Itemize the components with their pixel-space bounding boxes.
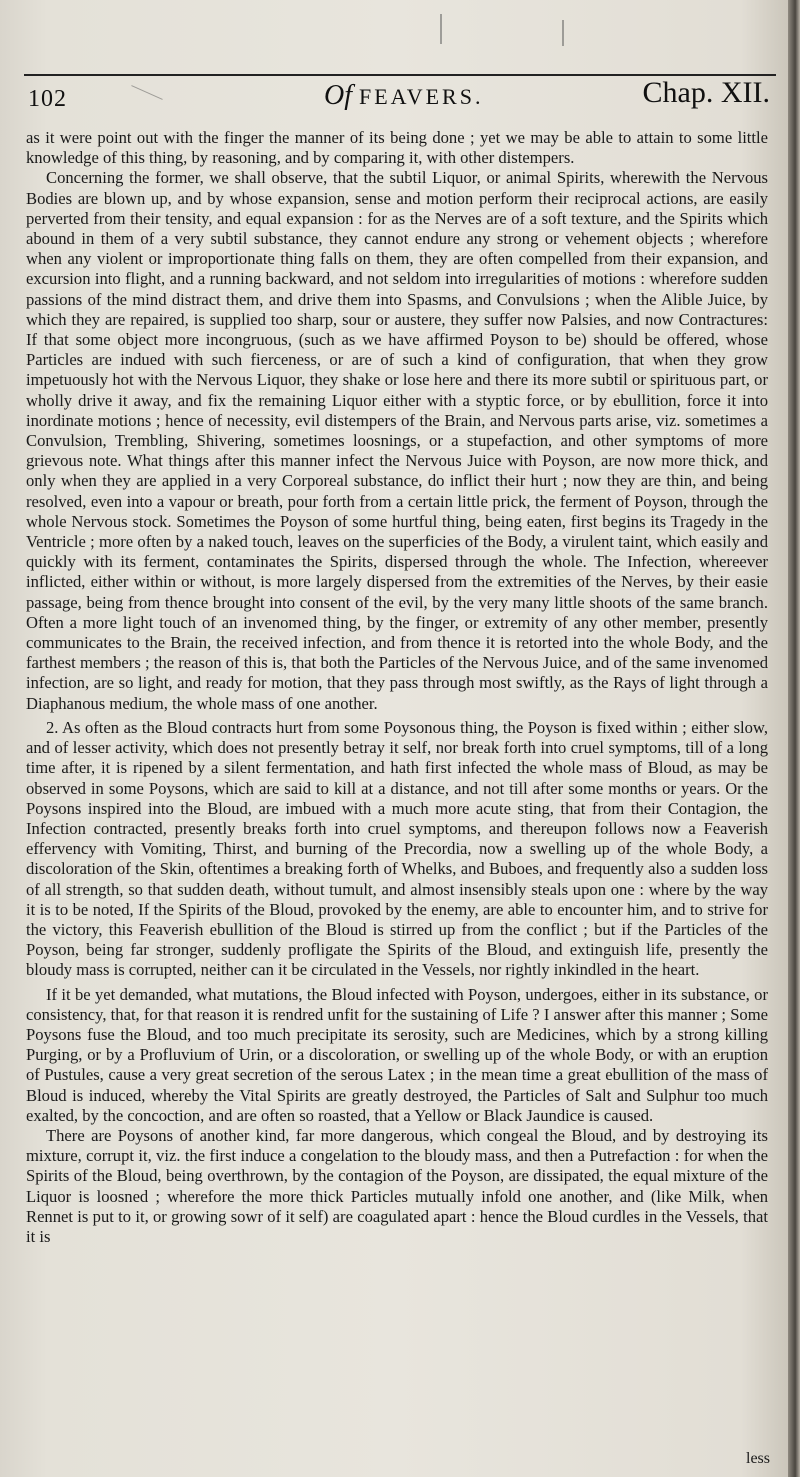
pen-mark — [440, 14, 442, 44]
running-title — [324, 80, 483, 112]
paragraph: There are Poysons of another kind, far more dangerous, which congeal the Bloud, and by destroying its mixture, corrupt it, viz. the first induce a congelation to the bloudy mass, and then a Putrefaction : for when the Spirits of the Bloud, being overthrown, by the contagion of the Poyson, are dissipated, the equal mixture of the Liquor is loosned ; wherefore the more thick Particles mutually infold one another, and (like Milk, when Rennet is put to it, or growing sowr of it self) are coagulated apart : hence the Bloud curdles in the Vessels, that it is — [26, 1125, 768, 1246]
body-text — [26, 128, 768, 1247]
title-main: FEAVERS. — [359, 84, 484, 109]
paragraph: as it were point out with the finger the manner of its being done ; yet we may be able to attain to some little knowledge of this thing, by reasoning, and by comparing it, with other distempers. — [26, 128, 768, 168]
chapter-label: Chap. XII. — [642, 76, 770, 109]
paragraph: If it be yet demanded, what mutations, the Bloud infected with Poyson, undergoes, either in its substance, or consistency, that, for that reason it is rendred unfit for the sustaining of Life ? I answer after this manner ; Some Poysons fuse the Bloud, and too much precipitate its serosity, such are Medicines, which by a strong killing Purging, or by a Profluvium of Urin, or a discoloration, or swelling up of the whole Body, or with an eruption of Pustules, cause a very great secretion of the serous Latex ; in the mean time a great ebullition of the mass of Bloud is induced, whereby the Vital Spirits are greatly destroyed, the Particles of Salt and Sulphur too much exalted, by the concoction, and are often so roasted, that a Yellow or Black Jaundice is caused. — [26, 984, 768, 1125]
running-header — [24, 76, 774, 114]
pen-mark — [562, 20, 564, 46]
catchword: less — [746, 1450, 770, 1467]
page-number: 102 — [28, 86, 67, 112]
page-edge — [788, 0, 800, 1477]
paragraph: Concerning the former, we shall observe, that the subtil Liquor, or animal Spirits, wherewith the Nervous Bodies are blown up, and by whose expansion, sense and motion perform their reciprocal actions, are easily perverted from their tensity, and equal expansion : for as the Nerves are of a soft texture, and the Spirits which abound in them of a very subtil substance, they cannot endure any strong or vehement objects ; wherefore when any violent or improportionate thing falls on them, they are often compelled from their expansion, and excursion into flight, and a running backward, and not seldom into irregularities of motions : wherefore sudden passions of the mind distract them, and drive them into Spasms, and Convulsions ; when the Alible Juice, by which they are repaired, is supplied too sharp, sour or austere, they suffer now Palsies, and now Contractures: If that some object more incongruous, (such as we have affirmed Poyson to be) should be offered, whose Particles are indued with such fierceness, or are of such a kind of configuration, that when they grow impetuously hot with the Nervous Liquor, they shake or lose here and there its more subtil or spirituous part, or wholly drive it away, and fix the remaining Liquor either with a styptic force, or by ebullition, force it into inordinate motions ; hence of necessity, evil distempers of the Brain, and Nervous parts arise, viz. sometimes a Convulsion, Trembling, Shivering, sometimes loosnings, or a stupefaction, and other symptoms of more grievous note. What things after this manner infect the Nervous Juice with Poyson, are now more thick, and only when they are applied in a very Corporeal substance, do inflict their hurt ; now they are thin, and being resolved, even into a vapour or breath, pour forth from a certain little prick, the ferment of Poyson, through the whole Nervous stock. Sometimes the Poyson of some hurtful thing, being eaten, first begins its Tragedy in the Ventricle ; more often by a naked touch, leaves on the superficies of the Body, a virulent taint, which easily and quickly with its ferment, contaminates the Spirits, dispersed through the whole. The Infection, whereever inflicted, either within or without, is more largely dispersed from the extremities of the Nerves, by their easie passage, being from thence brought into consent of the evil, by the very many little shoots of the same branch. Often a more light touch of an invenomed thing, by the finger, or extremity of any other member, presently communicates to the Brain, the received infection, and from thence it is retorted into the whole Body, and the farthest members ; the reason of this is, that both the Particles of the Nervous Juice, and of the same invenomed infection, are so light, and ready for motion, that they pass through most swiftly, as the Rays of light through a Diaphanous medium, the whole mass of one another. — [26, 168, 768, 713]
paragraph: 2. As often as the Bloud contracts hurt from some Poysonous thing, the Poyson is fixed within ; either slow, and of lesser activity, which does not presently betray it self, nor break forth into cruel symptoms, till of a long time after, it is ripened by a silent fermentation, and hath first infected the whole mass of Bloud, as may be observed in some Poysons, which are said to kill at a distance, and not till after some months or years. Or the Poysons inspired into the Bloud, are imbued with a much more acute sting, that from their Contagion, the Infection contracted, presently breaks forth into cruel symptoms, and thereupon follows now a Feaverish effervency with Vomiting, Thirst, and burning of the Precordia, now a swelling up of the whole Body, a discoloration of the Skin, oftentimes a breaking forth of Whelks, and Buboes, and frequently also a sudden loss of all strength, so that sudden death, without tumult, and almost insensibly steals upon one : where by the way it is to be noted, If the Spirits of the Bloud, provoked by the enemy, are able to encounter him, and to strive for the victory, this Feaverish ebullition of the Bloud is stirred up from the conflict ; but if the Particles of the Poyson, being far stronger, suddenly profligate the Spirits of the Bloud, and extinguish life, presently the bloudy mass is corrupted, neither can it be circulated in the Vessels, nor rightly inkindled in the heart. — [26, 717, 768, 980]
title-prefix: Of — [324, 80, 352, 111]
